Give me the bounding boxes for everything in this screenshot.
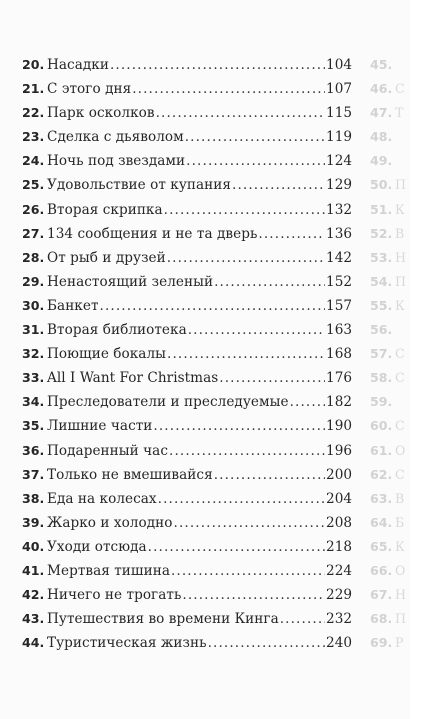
dot-leader <box>156 101 325 125</box>
dot-leader <box>258 222 325 246</box>
chapter-number: 40. <box>22 538 45 554</box>
chapter-number: 44. <box>22 635 45 651</box>
toc-entry <box>22 246 352 270</box>
bleed-number: 56. <box>370 322 393 338</box>
bleed-entry <box>370 198 410 222</box>
page-number: 163 <box>326 322 352 339</box>
dot-leader <box>290 390 325 414</box>
dot-leader <box>174 511 326 535</box>
dot-leader <box>219 366 325 390</box>
bleed-entry <box>370 125 410 149</box>
bleed-number: 63. <box>370 490 393 506</box>
bleed-letter: К <box>395 201 405 217</box>
toc-entry <box>22 270 352 294</box>
chapter-title: Уходи отсюда <box>47 538 147 555</box>
toc-entry <box>22 198 352 222</box>
chapter-title: Только не вмешивайся <box>47 466 213 483</box>
toc-entry <box>22 77 352 101</box>
bleed-letter: В <box>395 225 405 241</box>
bleed-number: 61. <box>370 442 393 458</box>
toc-entry <box>22 607 352 631</box>
dot-leader <box>100 294 326 318</box>
page-number: 240 <box>326 635 352 652</box>
page-number: 132 <box>326 201 352 218</box>
bleed-number: 66. <box>370 562 393 578</box>
page-number: 152 <box>326 273 352 290</box>
chapter-title: 134 сообщения и не та дверь <box>47 225 258 242</box>
bleed-entry <box>370 366 410 390</box>
chapter-title: Лишние части <box>47 418 153 435</box>
toc-entry <box>22 583 352 607</box>
bleed-entry <box>370 414 410 438</box>
bleed-number: 58. <box>370 370 393 386</box>
bleed-number: 67. <box>370 587 393 603</box>
chapter-number: 23. <box>22 129 45 145</box>
toc-entry <box>22 173 352 197</box>
bleed-letter: В <box>395 490 405 506</box>
page-number: 157 <box>326 297 352 314</box>
page-number: 142 <box>326 249 352 266</box>
chapter-title: Вторая скрипка <box>47 201 163 218</box>
bleed-number: 60. <box>370 418 393 434</box>
bleed-entry <box>370 270 410 294</box>
chapter-title: Парк осколков <box>47 105 155 122</box>
page-number: 136 <box>326 225 352 242</box>
toc-entry <box>22 439 352 463</box>
bleed-letter: С <box>395 418 405 434</box>
bleed-entry <box>370 318 410 342</box>
page-edge <box>410 0 423 719</box>
toc-entry <box>22 318 352 342</box>
page-number: 119 <box>326 129 352 146</box>
bleed-entry <box>370 149 410 173</box>
page-number: 196 <box>326 442 352 459</box>
chapter-title: Преследователи и преследуемые <box>47 394 289 411</box>
chapter-number: 32. <box>22 346 45 362</box>
chapter-number: 24. <box>22 153 45 169</box>
toc-entry <box>22 149 352 173</box>
page-number: 115 <box>326 105 352 122</box>
bleed-number: 48. <box>370 129 393 145</box>
chapter-title: Еда на колесах <box>47 490 157 507</box>
page-number: 218 <box>326 538 352 555</box>
bleed-entry <box>370 439 410 463</box>
chapter-title: All I Want For Christmas <box>47 370 219 387</box>
bleed-letter: Р <box>395 635 404 651</box>
bleed-letter: П <box>395 273 406 289</box>
page-number: 107 <box>326 81 352 98</box>
page-number: 168 <box>326 346 352 363</box>
bleed-letter: С <box>395 346 405 362</box>
toc-entry <box>22 390 352 414</box>
bleed-entry <box>370 607 410 631</box>
chapter-number: 33. <box>22 370 45 386</box>
dot-leader <box>169 439 325 463</box>
dot-leader <box>280 607 325 631</box>
bleed-entry <box>370 511 410 535</box>
bleed-entry <box>370 463 410 487</box>
bleed-letter: К <box>395 297 405 313</box>
bleed-number: 57. <box>370 346 393 362</box>
bleed-letter: П <box>395 177 406 193</box>
bleed-entry <box>370 77 410 101</box>
toc-entry <box>22 511 352 535</box>
chapter-number: 39. <box>22 514 45 530</box>
bleed-letter: С <box>395 370 405 386</box>
chapter-title: С этого дня <box>47 81 132 98</box>
toc-entry <box>22 342 352 366</box>
bleed-through-text <box>370 53 410 655</box>
bleed-number: 52. <box>370 225 393 241</box>
bleed-entry <box>370 390 410 414</box>
chapter-number: 25. <box>22 177 45 193</box>
bleed-number: 65. <box>370 538 393 554</box>
chapter-title: Поющие бокалы <box>47 346 167 363</box>
dot-leader <box>182 583 325 607</box>
chapter-number: 26. <box>22 201 45 217</box>
bleed-entry <box>370 535 410 559</box>
bleed-number: 46. <box>370 81 393 97</box>
toc-entry <box>22 559 352 583</box>
bleed-number: 47. <box>370 105 393 121</box>
chapter-number: 31. <box>22 322 45 338</box>
chapter-number: 30. <box>22 297 45 313</box>
chapter-number: 28. <box>22 249 45 265</box>
bleed-number: 69. <box>370 635 393 651</box>
chapter-title: Вторая библиотека <box>47 322 187 339</box>
page-number: 204 <box>326 490 352 507</box>
bleed-letter: Т <box>395 105 404 121</box>
toc-entry <box>22 535 352 559</box>
toc-entry <box>22 53 352 77</box>
bleed-number: 54. <box>370 273 393 289</box>
bleed-letter: Б <box>395 514 405 530</box>
chapter-title: Банкет <box>47 297 99 314</box>
bleed-entry <box>370 173 410 197</box>
chapter-title: Подаренный час <box>47 442 168 459</box>
dot-leader <box>185 125 325 149</box>
bleed-number: 62. <box>370 466 393 482</box>
bleed-letter: Н <box>395 249 406 265</box>
chapter-title: Туристическая жизнь <box>47 635 207 652</box>
bleed-number: 50. <box>370 177 393 193</box>
chapter-number: 36. <box>22 442 45 458</box>
chapter-title: Мертвая тишина <box>47 562 170 579</box>
toc-entry <box>22 487 352 511</box>
page-number: 182 <box>326 394 352 411</box>
dot-leader <box>148 535 325 559</box>
page-number: 229 <box>326 587 352 604</box>
dot-leader <box>167 246 325 270</box>
toc-entry <box>22 366 352 390</box>
bleed-number: 59. <box>370 394 393 410</box>
chapter-number: 21. <box>22 81 45 97</box>
chapter-number: 22. <box>22 105 45 121</box>
chapter-title: Сделка с дьяволом <box>47 129 184 146</box>
page-number: 104 <box>326 57 352 73</box>
bleed-entry <box>370 294 410 318</box>
dot-leader <box>214 463 325 487</box>
bleed-entry <box>370 53 410 77</box>
toc-entry <box>22 414 352 438</box>
chapter-number: 29. <box>22 273 45 289</box>
chapter-number: 35. <box>22 418 45 434</box>
chapter-title: Путешествия во времени Кинга <box>47 611 279 628</box>
dot-leader <box>208 631 325 655</box>
chapter-number: 37. <box>22 466 45 482</box>
bleed-number: 53. <box>370 249 393 265</box>
bleed-letter: П <box>395 611 406 627</box>
dot-leader <box>171 559 325 583</box>
bleed-number: 64. <box>370 514 393 530</box>
chapter-number: 43. <box>22 611 45 627</box>
chapter-number: 27. <box>22 225 45 241</box>
chapter-title: Жарко и холодно <box>47 514 173 531</box>
bleed-entry <box>370 342 410 366</box>
bleed-entry <box>370 631 410 655</box>
bleed-entry <box>370 246 410 270</box>
bleed-letter: Н <box>395 587 406 603</box>
bleed-number: 55. <box>370 297 393 313</box>
page-number: 200 <box>326 466 352 483</box>
bleed-letter: О <box>395 562 406 578</box>
chapter-title: Ненастоящий зеленый <box>47 273 214 290</box>
bleed-entry <box>370 583 410 607</box>
bleed-entry <box>370 487 410 511</box>
page-number: 124 <box>326 153 352 170</box>
bleed-number: 49. <box>370 153 393 169</box>
dot-leader <box>214 270 325 294</box>
toc-entry <box>22 294 352 318</box>
bleed-letter: О <box>395 442 406 458</box>
table-of-contents <box>22 53 352 655</box>
toc-entry <box>22 222 352 246</box>
chapter-title: Удовольствие от купания <box>47 177 231 194</box>
chapter-title: Ночь под звездами <box>47 153 186 170</box>
toc-entry <box>22 463 352 487</box>
bleed-number: 68. <box>370 611 393 627</box>
dot-leader <box>232 173 325 197</box>
page-number: 129 <box>326 177 352 194</box>
chapter-number: 20. <box>22 57 45 72</box>
chapter-number: 41. <box>22 562 45 578</box>
page-number: 190 <box>326 418 352 435</box>
chapter-number: 42. <box>22 587 45 603</box>
chapter-number: 38. <box>22 490 45 506</box>
page-number: 232 <box>326 611 352 628</box>
bleed-entry <box>370 101 410 125</box>
bleed-letter: С <box>395 81 405 97</box>
page-number: 176 <box>326 370 352 387</box>
toc-entry <box>22 101 352 125</box>
dot-leader <box>110 53 325 77</box>
bleed-letter: К <box>395 538 405 554</box>
bleed-letter: С <box>395 466 405 482</box>
dot-leader <box>186 149 325 173</box>
page-number: 224 <box>326 562 352 579</box>
bleed-number: 45. <box>370 57 393 72</box>
bleed-entry <box>370 559 410 583</box>
dot-leader <box>167 342 325 366</box>
bleed-number: 51. <box>370 201 393 217</box>
toc-entry <box>22 125 352 149</box>
dot-leader <box>158 487 325 511</box>
dot-leader <box>153 414 325 438</box>
dot-leader <box>164 198 325 222</box>
dot-leader <box>132 77 325 101</box>
dot-leader <box>188 318 325 342</box>
toc-entry <box>22 631 352 655</box>
page-number: 208 <box>326 514 352 531</box>
chapter-number: 34. <box>22 394 45 410</box>
bleed-entry <box>370 222 410 246</box>
chapter-title: Насадки <box>47 57 109 73</box>
chapter-title: Ничего не трогать <box>47 587 182 604</box>
chapter-title: От рыб и друзей <box>47 249 166 266</box>
